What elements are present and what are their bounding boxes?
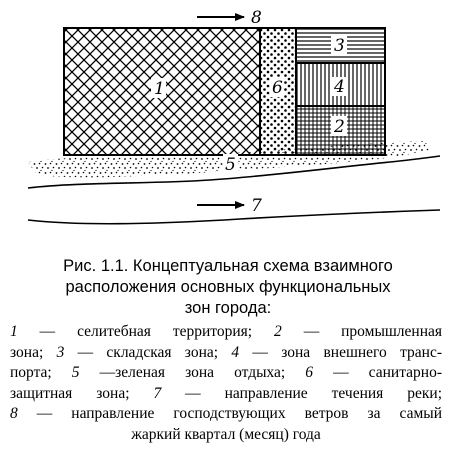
legend-text: — промышленная: [281, 323, 443, 340]
legend-number: 2: [274, 323, 282, 340]
legend-line: [10, 322, 442, 343]
legend-text: — зона внешнего транс-: [239, 343, 442, 361]
caption-title-line: Рис. 1.1. Концептуальная схема взаимного: [63, 257, 393, 275]
zone-6-sanitary: [260, 28, 296, 155]
legend-line: [10, 343, 442, 364]
caption-title-line: расположения основных функциональных: [65, 278, 391, 296]
legend-number: 6: [305, 364, 314, 381]
legend-number: 5: [71, 364, 80, 381]
wind-direction-arrow: [197, 8, 262, 28]
legend-text: защитная зона;: [10, 384, 154, 402]
zone-3-warehouse: [296, 28, 385, 63]
legend-text: — санитарно-: [313, 364, 442, 381]
caption-title-line: зон города:: [184, 299, 272, 317]
figure-legend: [10, 322, 442, 445]
legend-text: — направление течения реки;: [161, 384, 442, 402]
legend-line: [10, 425, 442, 446]
legend-text: — направление господствующих ветров за самый: [17, 405, 442, 422]
river-label: 7: [251, 196, 262, 216]
legend-number: 7: [153, 384, 162, 402]
figure-caption-title: [10, 256, 446, 319]
legend-line: [10, 404, 442, 425]
legend-text: —зеленая зона отдыха;: [79, 364, 306, 381]
zone-3-label: 3: [334, 36, 345, 56]
zone-4-label: 4: [334, 77, 345, 97]
legend-line: [10, 363, 442, 384]
legend-text: — селитебная территория;: [17, 323, 275, 340]
zone-6-label: 6: [272, 78, 283, 98]
zone-5-label: 5: [225, 155, 236, 175]
legend-number: 4: [231, 343, 240, 361]
legend-text: зона;: [10, 343, 57, 361]
zone-2-label: 2: [334, 117, 345, 137]
legend-number: 1: [10, 323, 18, 340]
legend-line: [10, 384, 442, 405]
legend-text: — складская зона;: [64, 343, 232, 361]
zone-4-transport: [296, 63, 385, 106]
legend-text: жаркий квартал (месяц) года: [131, 425, 321, 443]
legend-text: порта;: [10, 364, 72, 381]
wind-label: 8: [251, 8, 262, 28]
legend-number: 3: [56, 343, 65, 361]
legend-number: 8: [10, 405, 18, 422]
zone-1-label: 1: [154, 79, 165, 99]
zone-1-residential: [64, 28, 260, 155]
